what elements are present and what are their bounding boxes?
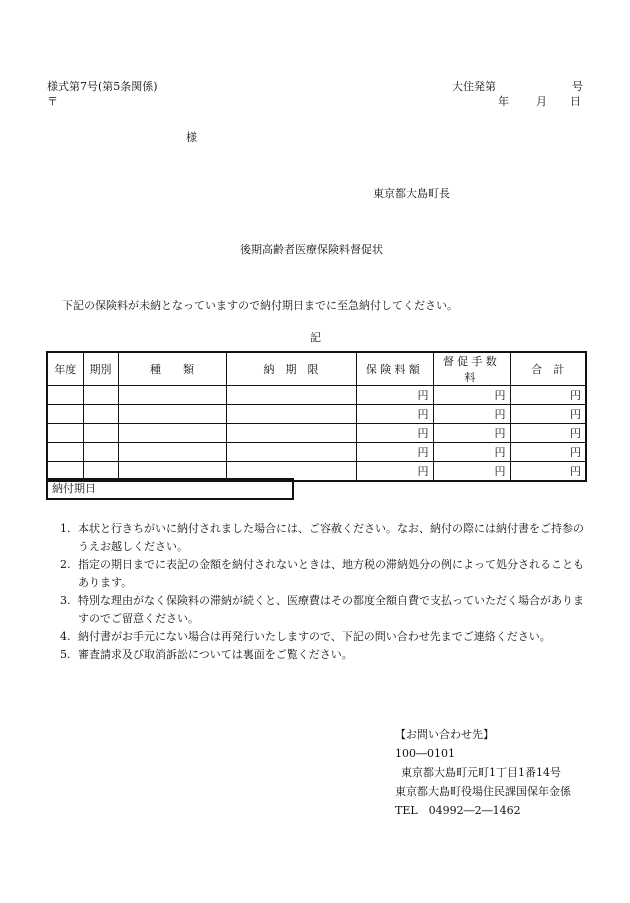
- intro-text: 下記の保険料が未納となっていますので納付期日までに至急納付してください。: [62, 299, 458, 312]
- contact-heading: 【お問い合わせ先】: [395, 728, 494, 741]
- cell-fee: 円: [433, 405, 510, 424]
- date-day-label: 日: [570, 95, 581, 108]
- col-header-total: 合 計: [510, 352, 586, 386]
- note-item: [60, 646, 590, 664]
- cell-type: [118, 405, 226, 424]
- note-number: 2.: [60, 558, 71, 571]
- cell-type: [118, 386, 226, 405]
- cell-total: 円: [510, 462, 586, 482]
- note-text: 納付書がお手元にない場合は再発行いたしますので、下記の問い合わせ先までご連絡ください。: [78, 630, 551, 643]
- note-item: [60, 628, 590, 646]
- cell-period: [83, 424, 118, 443]
- cell-fee: 円: [433, 424, 510, 443]
- cell-type: [118, 443, 226, 462]
- contact-department: 東京都大島町役場住民課国保年金係: [395, 785, 571, 798]
- addressee-honorific: 様: [186, 131, 197, 144]
- note-number: 1.: [60, 522, 71, 535]
- cell-total: 円: [510, 405, 586, 424]
- cell-premium: 円: [356, 443, 433, 462]
- cell-premium: 円: [356, 462, 433, 482]
- document-number-suffix: 号: [572, 80, 583, 93]
- cell-due: [226, 443, 356, 462]
- note-number: 4.: [60, 630, 71, 643]
- cell-year: [47, 443, 83, 462]
- ki-heading: 記: [310, 331, 321, 344]
- cell-due: [226, 424, 356, 443]
- document-number-prefix: 大住発第: [452, 80, 496, 93]
- table-row: [47, 405, 586, 424]
- note-item: [60, 592, 590, 628]
- cell-period: [83, 386, 118, 405]
- arrears-table: [46, 351, 587, 482]
- document-title: 後期高齢者医療保険料督促状: [240, 243, 383, 256]
- due-date-box: [46, 478, 294, 500]
- cell-total: 円: [510, 386, 586, 405]
- cell-due: [226, 405, 356, 424]
- table-row: [47, 386, 586, 405]
- note-number: 3.: [60, 594, 71, 607]
- table-header-row: [47, 352, 586, 386]
- cell-period: [83, 405, 118, 424]
- cell-period: [83, 443, 118, 462]
- date-year-label: 年: [498, 95, 509, 108]
- col-header-fee: 督促手数料: [433, 352, 510, 386]
- note-item: [60, 520, 590, 556]
- cell-year: [47, 405, 83, 424]
- note-item: [60, 556, 590, 592]
- cell-premium: 円: [356, 424, 433, 443]
- cell-total: 円: [510, 443, 586, 462]
- col-header-due: 納 期 限: [226, 352, 356, 386]
- note-number: 5.: [60, 648, 71, 661]
- date-month-label: 月: [536, 95, 547, 108]
- table-row: [47, 424, 586, 443]
- note-text: 指定の期日までに表記の金額を納付されないときは、地方税の滞納処分の例によって処分されることもあります。: [78, 558, 584, 589]
- contact-address: 東京都大島町元町1丁目1番14号: [401, 766, 561, 779]
- notes-list: [60, 520, 590, 664]
- postal-mark: 〒: [47, 95, 58, 108]
- cell-premium: 円: [356, 386, 433, 405]
- contact-postal-code: 100―0101: [395, 747, 455, 760]
- cell-type: [118, 424, 226, 443]
- document-number: [452, 80, 583, 94]
- note-text: 審査請求及び取消訴訟については裏面をご覧ください。: [78, 648, 353, 661]
- cell-year: [47, 386, 83, 405]
- cell-premium: 円: [356, 405, 433, 424]
- cell-fee: 円: [433, 386, 510, 405]
- issue-date: [498, 95, 581, 109]
- cell-due: [226, 386, 356, 405]
- col-header-year: 年度: [47, 352, 83, 386]
- col-header-type: 種 類: [118, 352, 226, 386]
- note-text: 本状と行きちがいに納付されました場合には、ご容赦ください。なお、納付の際には納付書をご持参のうえお越しください。: [78, 522, 584, 553]
- contact-phone: TEL 04992―2―1462: [395, 804, 521, 817]
- due-date-label: 納付期日: [52, 482, 96, 495]
- cell-year: [47, 424, 83, 443]
- form-number: 様式第7号(第5条関係): [47, 80, 158, 93]
- table-row: [47, 443, 586, 462]
- note-text: 特別な理由がなく保険料の滞納が続くと、医療費はその都度全額自費で支払っていただく場合がありますのでご留意ください。: [78, 594, 584, 625]
- col-header-premium: 保険料額: [356, 352, 433, 386]
- cell-total: 円: [510, 424, 586, 443]
- cell-fee: 円: [433, 462, 510, 482]
- cell-fee: 円: [433, 443, 510, 462]
- col-header-period: 期別: [83, 352, 118, 386]
- sender-name: 東京都大島町長: [373, 187, 450, 200]
- contact-block: [395, 725, 571, 820]
